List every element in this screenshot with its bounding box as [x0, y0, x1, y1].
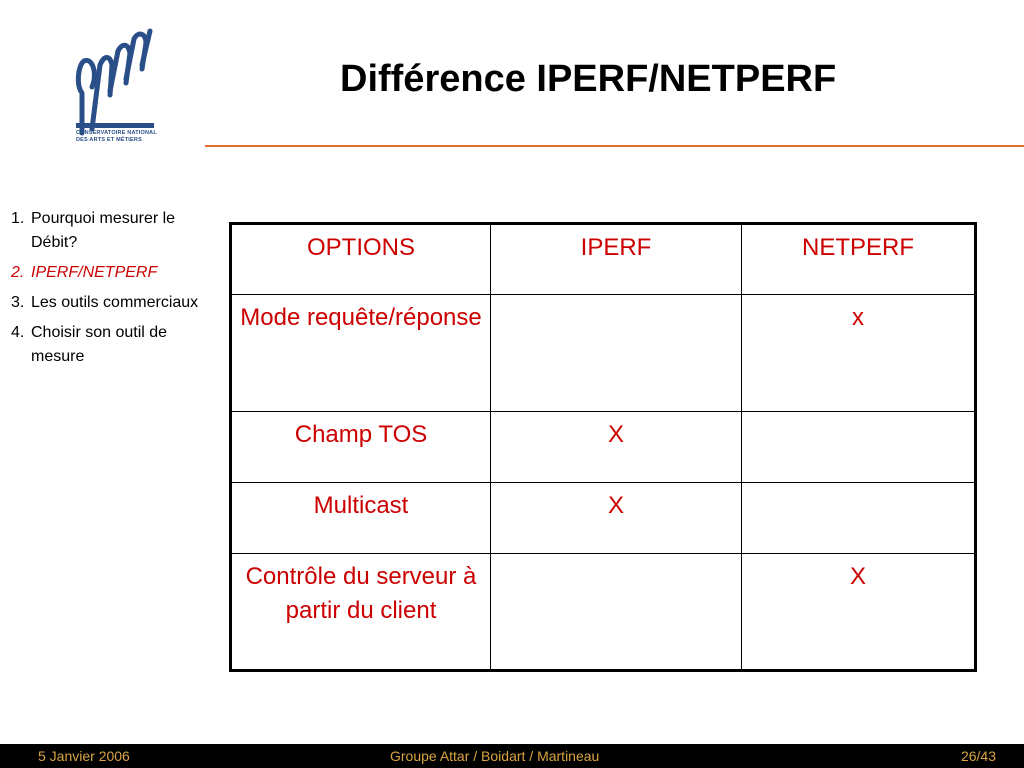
table-cell	[491, 554, 742, 671]
sidebar-item-iperf-netperf[interactable]	[11, 261, 206, 285]
header-options: OPTIONS	[231, 224, 491, 295]
table-cell: X	[491, 412, 742, 483]
table-header-row	[231, 224, 976, 295]
table-row	[231, 554, 976, 671]
table-cell	[742, 483, 976, 554]
table-cell: Contrôle du serveur à partir du client	[231, 554, 491, 671]
sidebar-item-number: 2.	[11, 264, 25, 281]
table-cell	[491, 295, 742, 412]
sidebar-item-choisir[interactable]	[11, 321, 206, 369]
footer-page-number: 26/43	[960, 748, 996, 764]
table-cell: Multicast	[231, 483, 491, 554]
table-cell: X	[491, 483, 742, 554]
title-divider	[205, 145, 1024, 147]
comparison-table	[229, 222, 977, 672]
sidebar-item-number: 1.	[11, 210, 25, 227]
table-cell: Champ TOS	[231, 412, 491, 483]
sidebar-item-label: Choisir son outil de mesure	[31, 324, 168, 365]
sidebar-outline	[11, 207, 206, 375]
footer-authors: Groupe Attar / Boidart / Martineau	[390, 748, 600, 764]
table-cell: x	[742, 295, 976, 412]
sidebar-item-number: 4.	[11, 324, 25, 341]
sidebar-item-number: 3.	[11, 294, 25, 311]
table-row	[231, 295, 976, 412]
sidebar-item-label: IPERF/NETPERF	[31, 264, 158, 281]
page-title: Différence IPERF/NETPERF	[340, 58, 837, 100]
sidebar-item-outils[interactable]	[11, 291, 206, 315]
table-row	[231, 483, 976, 554]
sidebar-item-label: Les outils commerciaux	[31, 294, 199, 311]
logo-caption-line2: DES ARTS ET MÉTIERS	[76, 137, 142, 143]
logo-caption-line1: CONSERVATOIRE NATIONAL	[76, 130, 157, 136]
footer-bar	[0, 744, 1024, 768]
table-cell	[742, 412, 976, 483]
sidebar-item-label: Pourquoi mesurer le Débit?	[31, 210, 176, 251]
table-cell: Mode requête/réponse	[231, 295, 491, 412]
table-row	[231, 412, 976, 483]
table-cell: X	[742, 554, 976, 671]
logo-caption	[76, 130, 186, 144]
header-iperf: IPERF	[491, 224, 742, 295]
header-netperf: NETPERF	[742, 224, 976, 295]
sidebar-item-pourquoi[interactable]	[11, 207, 206, 255]
footer-date: 5 Janvier 2006	[38, 748, 130, 764]
